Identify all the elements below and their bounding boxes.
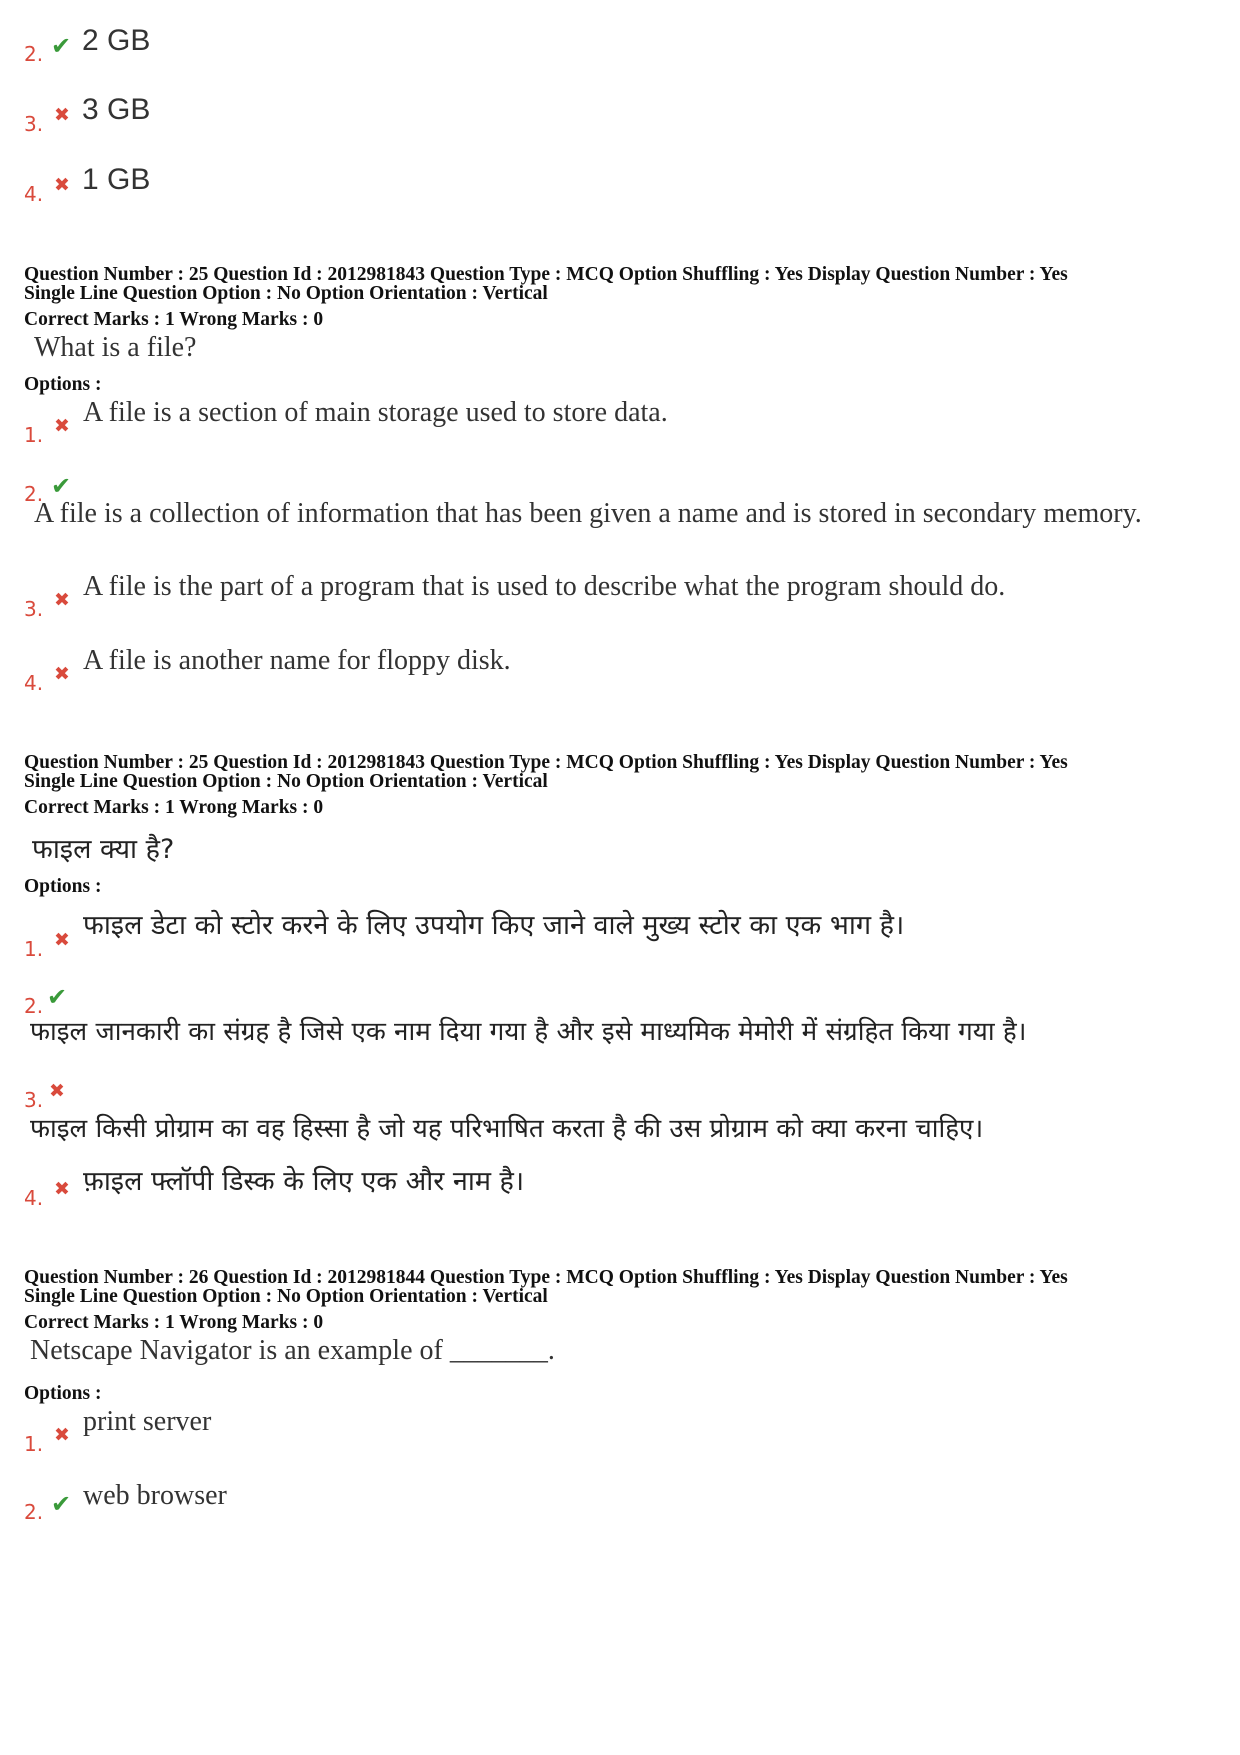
cross-icon: ✖ [54, 663, 70, 685]
option-text: 3 GB [82, 93, 151, 126]
cross-icon: ✖ [54, 104, 70, 126]
option-text: A file is another name for floppy disk. [83, 645, 511, 676]
option-number: 2. [24, 42, 44, 66]
question-meta-line1: Question Number : 25 Question Id : 2012981843 Question Type : MCQ Option Shuffling : Yes Display Question Number : Yes [24, 264, 1068, 285]
cross-icon: ✖ [54, 415, 70, 437]
question-text: What is a file? [34, 332, 197, 363]
cross-icon: ✖ [54, 1178, 70, 1200]
option-number: 2. [24, 1500, 44, 1524]
option-text: फ़ाइल फ्लॉपी डिस्क के लिए एक और नाम है। [83, 1166, 525, 1197]
cross-icon: ✖ [54, 174, 70, 196]
option-number: 1. [24, 1432, 44, 1456]
question-meta-line2: Single Line Question Option : No Option Orientation : Vertical [24, 771, 548, 792]
cross-icon: ✖ [49, 1080, 65, 1102]
options-label: Options : [24, 1383, 102, 1404]
option-text: फाइल किसी प्रोग्राम का वह हिस्सा है जो यह परिभाषित करता है की उस प्रोग्राम को क्या करना चाहिए। [30, 1114, 984, 1144]
option-number: 3. [24, 1088, 44, 1112]
question-text: Netscape Navigator is an example of _______. [30, 1335, 555, 1366]
question-text: फाइल क्या है? [32, 834, 175, 865]
option-number: 1. [24, 423, 44, 447]
options-label: Options : [24, 374, 102, 395]
option-text: A file is the part of a program that is used to describe what the program should do. [83, 571, 1006, 602]
question-meta-line1: Question Number : 26 Question Id : 2012981844 Question Type : MCQ Option Shuffling : Yes Display Question Number : Yes [24, 1267, 1068, 1288]
option-number: 4. [24, 1186, 44, 1210]
option-number: 4. [24, 182, 44, 206]
question-meta-line2: Single Line Question Option : No Option Orientation : Vertical [24, 1286, 548, 1307]
options-label: Options : [24, 876, 102, 897]
check-icon: ✔ [47, 983, 68, 1011]
question-meta-line1: Question Number : 25 Question Id : 2012981843 Question Type : MCQ Option Shuffling : Yes Display Question Number : Yes [24, 752, 1068, 773]
option-text: फाइल जानकारी का संग्रह है जिसे एक नाम दिया गया है और इसे माध्यमिक मेमोरी में संग्रहित किया गया है। [30, 1017, 1027, 1047]
option-text: A file is a section of main storage used to store data. [83, 397, 668, 428]
option-number: 3. [24, 112, 44, 136]
option-number: 4. [24, 671, 44, 695]
question-marks: Correct Marks : 1 Wrong Marks : 0 [24, 1312, 324, 1333]
option-text: web browser [83, 1480, 227, 1511]
check-icon: ✔ [51, 472, 72, 500]
cross-icon: ✖ [54, 589, 70, 611]
option-number: 2. [24, 994, 44, 1018]
option-text: A file is a collection of information that has been given a name and is stored in secondary memory. [34, 498, 1142, 529]
question-meta-line2: Single Line Question Option : No Option Orientation : Vertical [24, 283, 548, 304]
option-number: 1. [24, 937, 44, 961]
option-number: 3. [24, 597, 44, 621]
check-icon: ✔ [51, 32, 72, 60]
question-marks: Correct Marks : 1 Wrong Marks : 0 [24, 309, 324, 330]
option-number: 2. [24, 482, 44, 506]
option-text: 2 GB [82, 24, 151, 57]
cross-icon: ✖ [54, 929, 70, 951]
cross-icon: ✖ [54, 1424, 70, 1446]
question-marks: Correct Marks : 1 Wrong Marks : 0 [24, 797, 324, 818]
option-text: फाइल डेटा को स्टोर करने के लिए उपयोग किए जाने वाले मुख्य स्टोर का एक भाग है। [83, 910, 905, 941]
option-text: 1 GB [82, 163, 151, 196]
option-text: print server [83, 1406, 212, 1437]
check-icon: ✔ [51, 1490, 72, 1518]
